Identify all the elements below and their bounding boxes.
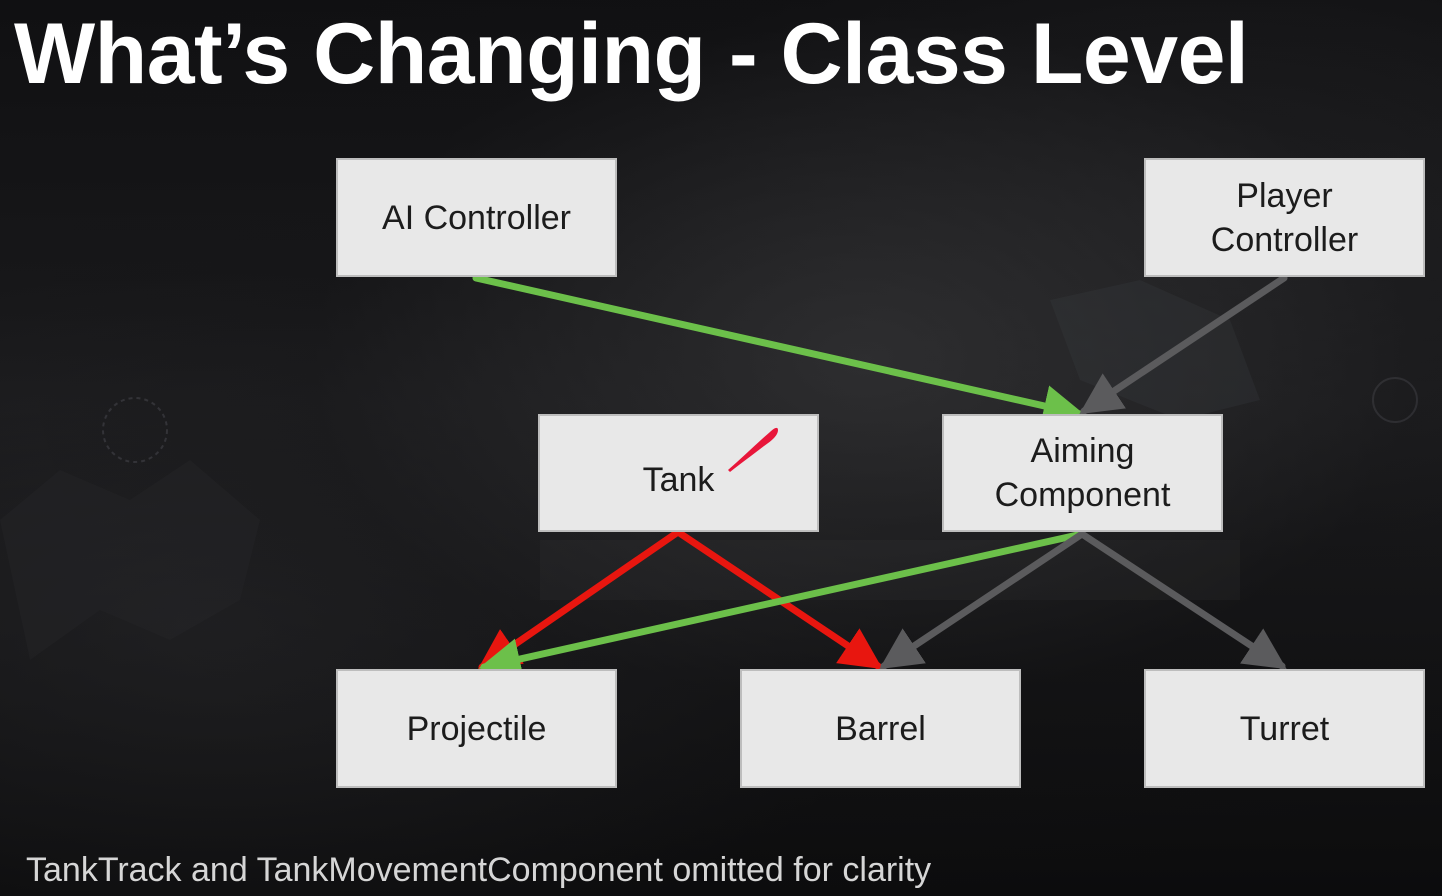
ai-controller-label: AI Controller — [382, 198, 571, 237]
slide-title: What’s Changing - Class Level — [14, 6, 1249, 102]
projectile-label: Projectile — [406, 709, 547, 748]
aiming-component-label-line-2: Component — [994, 476, 1171, 514]
turret-box — [1144, 669, 1425, 788]
player-controller-label-line-1: Player — [1236, 176, 1333, 215]
barrel-label: Barrel — [835, 709, 926, 748]
arrow-ai-controller-to-aiming-component — [476, 278, 1080, 414]
player-controller-label-line-2: Controller — [1210, 220, 1359, 259]
ai-controller-box — [336, 158, 617, 277]
projectile-box — [336, 669, 617, 788]
arrow-player-controller-to-aiming-component — [1084, 278, 1284, 411]
aiming-component-label-line-1: Aiming — [1030, 432, 1135, 470]
footnote-text: TankTrack and TankMovementComponent omitted for clarity — [26, 851, 932, 889]
pen-annotation-mark — [720, 418, 784, 476]
turret-label: Turret — [1239, 709, 1330, 748]
tank-label: Tank — [642, 461, 715, 499]
barrel-box — [740, 669, 1021, 788]
arrow-aiming-component-to-turret — [1082, 534, 1282, 666]
aiming-component-box — [942, 414, 1223, 532]
player-controller-box — [1144, 158, 1425, 277]
